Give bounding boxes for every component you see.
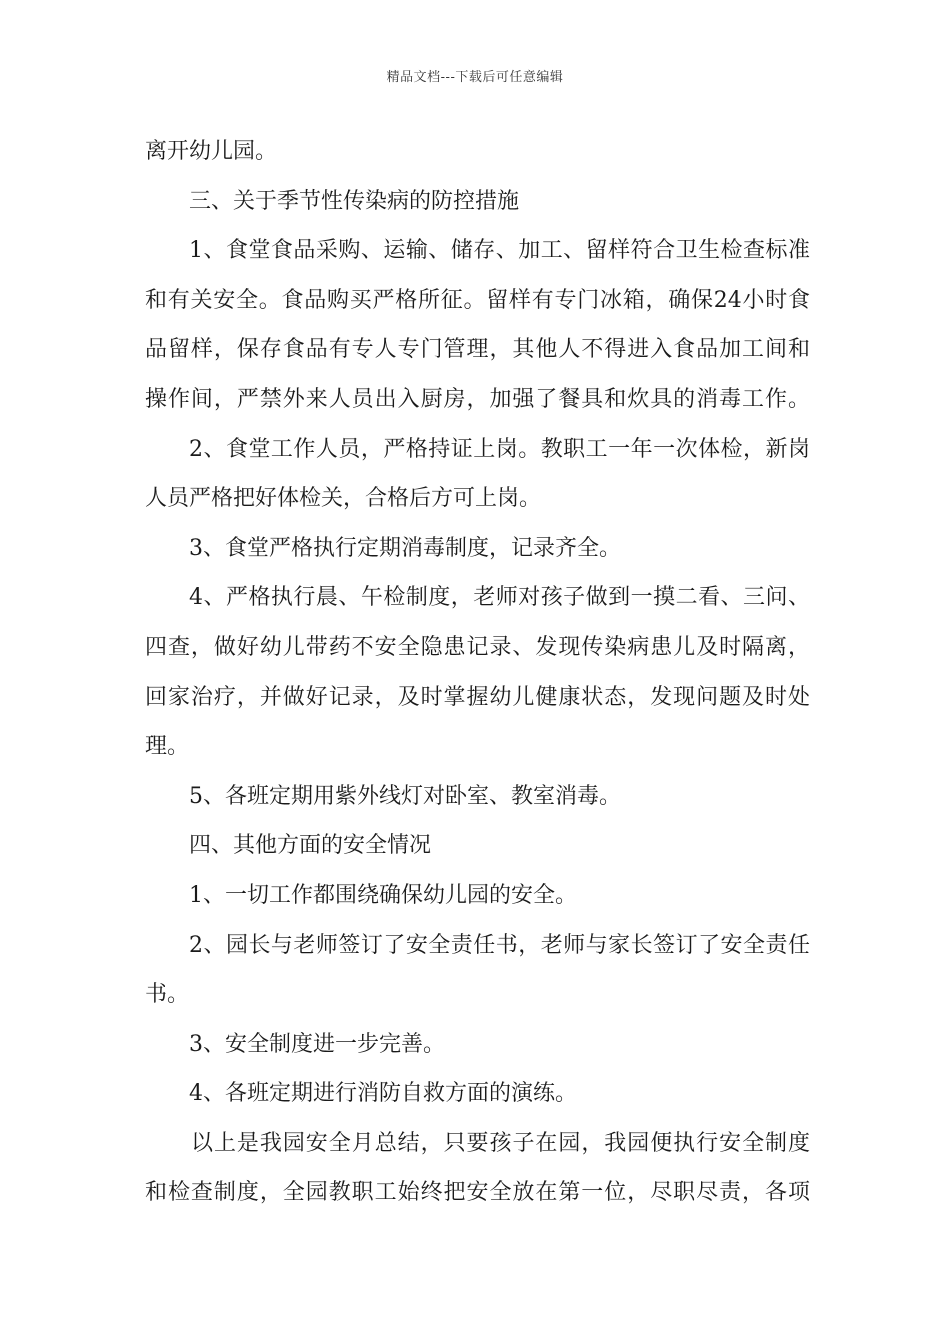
text-line: 2、园长与老师签订了安全责任书，老师与家长签订了安全责任 — [189, 932, 810, 958]
text-line: 理。 — [145, 734, 190, 760]
text-line: 3、食堂严格执行定期消毒制度，记录齐全。 — [189, 535, 621, 561]
section-heading: 四、其他方面的安全情况 — [189, 833, 432, 859]
text-line: 1、一切工作都围绕确保幼儿园的安全。 — [189, 882, 577, 908]
text-line: 人员严格把好体检关，合格后方可上岗。 — [145, 486, 542, 512]
text-line: 操作间，严禁外来人员出入厨房，加强了餐具和炊具的消毒工作。 — [145, 386, 810, 412]
text-line: 回家治疗，并做好记录，及时掌握幼儿健康状态，发现问题及时处 — [145, 684, 810, 710]
document-body — [145, 127, 810, 1218]
text-line: 四查，做好幼儿带药不安全隐患记录、发现传染病患儿及时隔离， — [145, 634, 810, 660]
text-line: 1、食堂食品采购、运输、储存、加工、留样符合卫生检查标准 — [189, 238, 810, 264]
text-line: 和检查制度，全园教职工始终把安全放在第一位，尽职尽责，各项 — [145, 1180, 810, 1206]
text-line: 2、食堂工作人员，严格持证上岗。教职工一年一次体检，新岗 — [189, 436, 810, 462]
text-line: 4、严格执行晨、午检制度，老师对孩子做到一摸二看、三问、 — [189, 585, 810, 611]
text-line: 和有关安全。食品购买严格所征。留样有专门冰箱，确保24小时食 — [145, 287, 810, 313]
text-line: 5、各班定期用紫外线灯对卧室、教室消毒。 — [189, 783, 621, 809]
text-line: 4、各班定期进行消防自救方面的演练。 — [189, 1081, 577, 1107]
text-line: 以上是我园安全月总结，只要孩子在园，我园便执行安全制度 — [191, 1130, 810, 1156]
text-line: 3、安全制度进一步完善。 — [189, 1031, 445, 1057]
text-line: 品留样，保存食品有专人专门管理，其他人不得进入食品加工间和 — [145, 337, 810, 363]
text-line: 离开幼儿园。 — [145, 139, 278, 164]
text-line: 书。 — [145, 982, 190, 1008]
section-heading: 三、关于季节性传染病的防控措施 — [189, 188, 520, 214]
page-header: 精品文档---下载后可任意编辑 — [386, 70, 564, 85]
